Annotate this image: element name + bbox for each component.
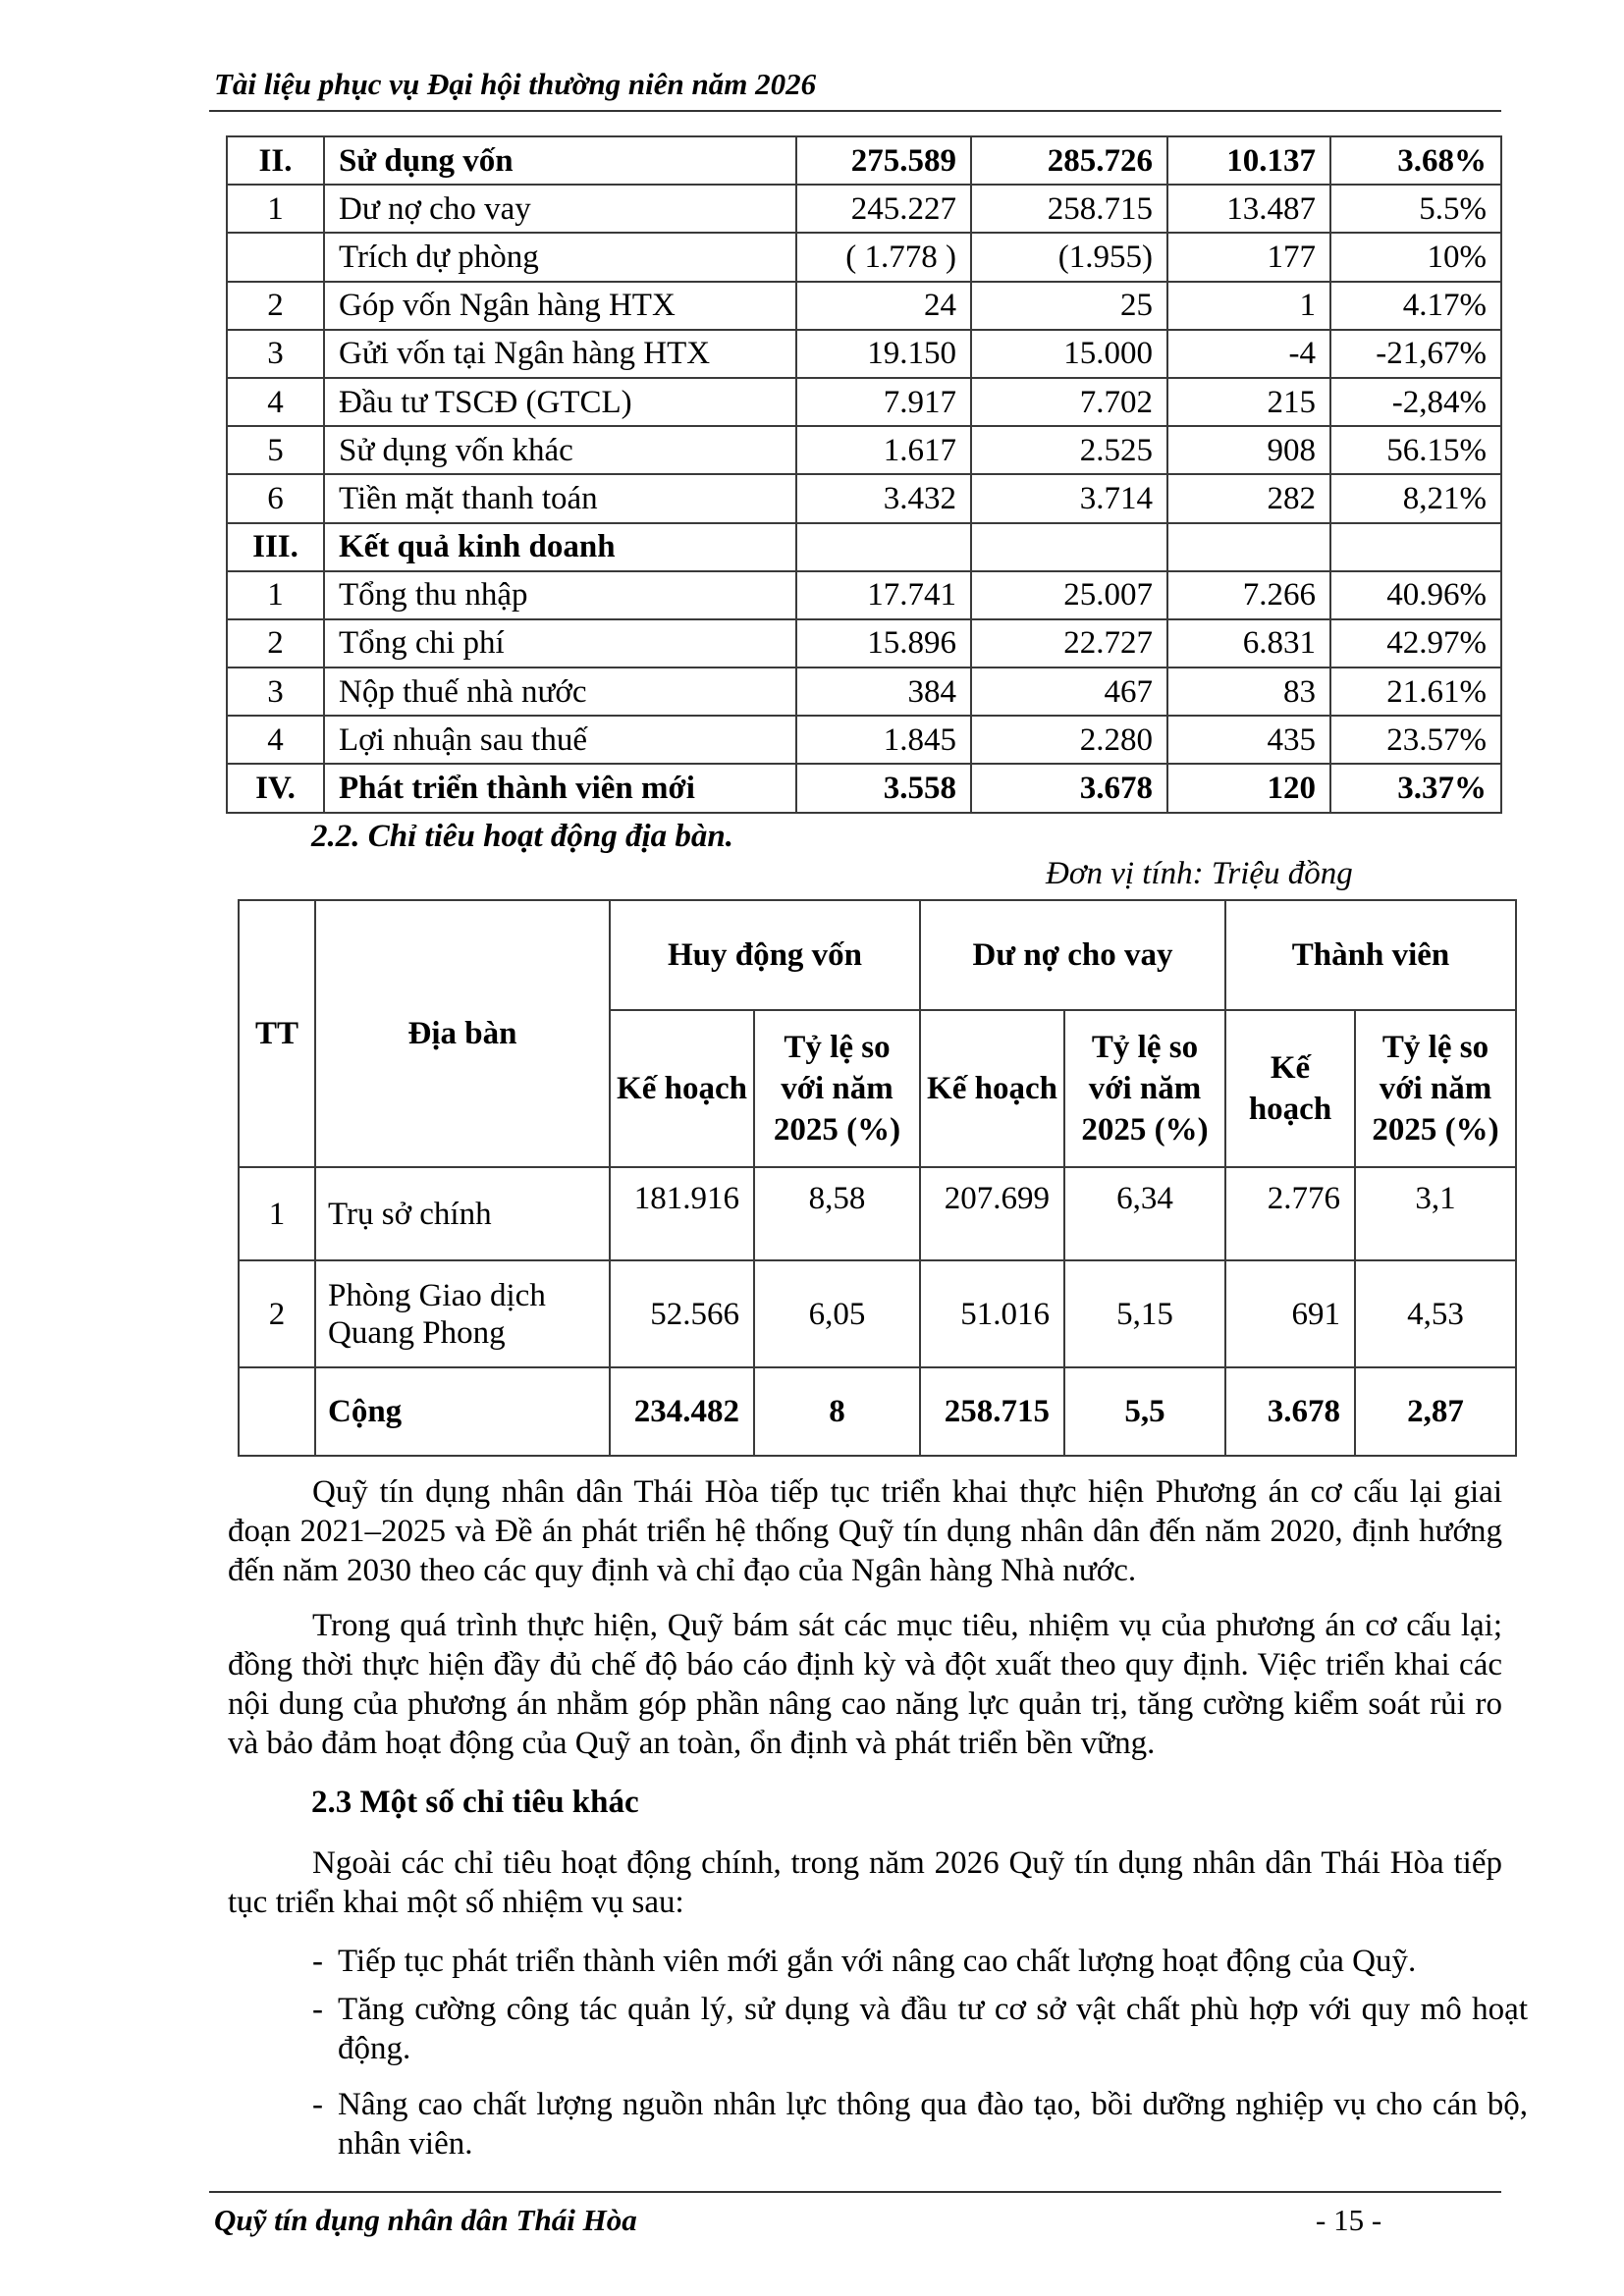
cell-percent: 5.5% [1330,185,1501,233]
total-row [239,1367,1516,1456]
page-number: - 15 - [1316,2203,1382,2237]
table-row [227,667,1501,716]
bullet-text: Nâng cao chất lượng nguồn nhân lực thông qua đào tạo, bồi dưỡng nghiệp vụ cho cán bộ, nhân viên. [338,2087,1528,2162]
col-header-ratio: Tỷ lệ so với năm 2025 (%) [1064,1010,1225,1167]
cell-tt [239,1367,315,1456]
cell-percent: 23.57% [1330,716,1501,764]
table-row [227,330,1501,378]
cell-value: (1.955) [971,233,1167,281]
cell-value: 8 [754,1367,920,1456]
col-header-ratio: Tỷ lệ so với năm 2025 (%) [754,1010,920,1167]
cell-value: 467 [971,667,1167,716]
bullet-item [312,2085,1528,2163]
cell-value: 3.432 [796,474,971,522]
cell-value: 15.000 [971,330,1167,378]
cell-value [971,523,1167,571]
bullet-text: Tiếp tục phát triển thành viên mới gắn với nâng cao chất lượng hoạt động của Quỹ. [338,1944,1417,1979]
table-row [227,619,1501,667]
cell-value: 2,87 [1355,1367,1516,1456]
cell-percent: 3.37% [1330,764,1501,812]
table-row [227,764,1501,812]
cell-percent: 8,21% [1330,474,1501,522]
cell-item: Dư nợ cho vay [324,185,796,233]
cell-diff: 177 [1167,233,1330,281]
cell-diff: 83 [1167,667,1330,716]
cell-diff: 215 [1167,378,1330,426]
cell-tt: 2 [239,1260,315,1367]
cell-percent: 10% [1330,233,1501,281]
footer-org-name: Quỹ tín dụng nhân dân Thái Hòa [214,2203,637,2237]
cell-item: Sử dụng vốn khác [324,426,796,474]
cell-value: ( 1.778 ) [796,233,971,281]
cell-value: 275.589 [796,136,971,185]
cell-value: 51.016 [920,1260,1064,1367]
cell-value: 4,53 [1355,1260,1516,1367]
header-divider [209,110,1501,112]
capital-usage-table [226,135,1502,814]
cell-diff: -4 [1167,330,1330,378]
paragraph-implementation: Trong quá trình thực hiện, Quỹ bám sát các mục tiêu, nhiệm vụ của phương án cơ cấu lại; đồng thời thực hiện đầy đủ chế độ báo cáo định kỳ và đột xuất theo quy định. Việc triển khai các nội dung của phương án nhằm góp phần nâng cao năng lực quản trị, tăng cường kiểm soát rủi ro và bảo đảm hoạt động của Quỹ an toàn, ổn định và phát triển bền vững. [228,1608,1502,1761]
table-row [239,1260,1516,1367]
cell-index: 3 [227,667,324,716]
col-header-ratio: Tỷ lệ so với năm 2025 (%) [1355,1010,1516,1167]
col-group-mobilization: Huy động vốn [610,900,920,1010]
cell-index: II. [227,136,324,185]
cell-value: 1.617 [796,426,971,474]
cell-value: 181.916 [610,1167,754,1260]
cell-index: 1 [227,571,324,619]
cell-value: 17.741 [796,571,971,619]
cell-value: 25 [971,282,1167,330]
cell-value: 52.566 [610,1260,754,1367]
cell-index: 6 [227,474,324,522]
cell-index: 2 [227,619,324,667]
cell-item: Lợi nhuận sau thuế [324,716,796,764]
unit-label: Đơn vị tính: Triệu đồng [1046,856,1353,891]
footer-divider [209,2191,1501,2193]
cell-percent: 42.97% [1330,619,1501,667]
cell-tt: 1 [239,1167,315,1260]
cell-item: Kết quả kinh doanh [324,523,796,571]
cell-value: 207.699 [920,1167,1064,1260]
cell-diff: 908 [1167,426,1330,474]
cell-value: 7.917 [796,378,971,426]
table-row [227,474,1501,522]
cell-value: 15.896 [796,619,971,667]
cell-percent: 21.61% [1330,667,1501,716]
cell-item: Tổng chi phí [324,619,796,667]
cell-diff: 10.137 [1167,136,1330,185]
cell-percent: 3.68% [1330,136,1501,185]
cell-value: 258.715 [971,185,1167,233]
cell-percent: 4.17% [1330,282,1501,330]
bullet-dash: - [312,2087,323,2122]
cell-value: 3.714 [971,474,1167,522]
cell-diff: 282 [1167,474,1330,522]
paragraph-restructuring: Quỹ tín dụng nhân dân Thái Hòa tiếp tục triển khai thực hiện Phương án cơ cấu lại giai đoạn 2021–2025 và Đề án phát triển hệ thống Quỹ tín dụng nhân dân đến năm 2020, định hướng đến năm 2030 theo các quy định và chỉ đạo của Ngân hàng Nhà nước. [228,1474,1502,1588]
section-2-3-heading: 2.3 Một số chỉ tiêu khác [311,1785,639,1820]
cell-index: 3 [227,330,324,378]
col-group-members: Thành viên [1225,900,1516,1010]
bullet-item [312,1942,1528,1981]
cell-value: 1.845 [796,716,971,764]
cell-item: Tiền mặt thanh toán [324,474,796,522]
cell-value: 19.150 [796,330,971,378]
cell-value: 245.227 [796,185,971,233]
cell-diff: 7.266 [1167,571,1330,619]
cell-index [227,233,324,281]
cell-value: 6,05 [754,1260,920,1367]
table-row [227,282,1501,330]
cell-percent: 56.15% [1330,426,1501,474]
col-header-area: Địa bàn [315,900,610,1167]
cell-value: 691 [1225,1260,1355,1367]
cell-index: 4 [227,716,324,764]
cell-value: 25.007 [971,571,1167,619]
cell-area: Cộng [315,1367,610,1456]
table-row [239,1167,1516,1260]
cell-item: Gửi vốn tại Ngân hàng HTX [324,330,796,378]
col-header-tt: TT [239,900,315,1167]
cell-value: 5,15 [1064,1260,1225,1367]
cell-value: 2.525 [971,426,1167,474]
cell-value: 3.558 [796,764,971,812]
cell-item: Nộp thuế nhà nước [324,667,796,716]
bullet-text: Tăng cường công tác quản lý, sử dụng và đầu tư cơ sở vật chất phù hợp với quy mô hoạt động. [338,1992,1528,2066]
cell-value: 2.776 [1225,1167,1355,1260]
cell-area: Trụ sở chính [315,1167,610,1260]
cell-index: 4 [227,378,324,426]
cell-percent: -21,67% [1330,330,1501,378]
page-header-title: Tài liệu phục vụ Đại hội thường niên năm 2026 [214,67,817,101]
cell-item: Trích dự phòng [324,233,796,281]
cell-value: 258.715 [920,1367,1064,1456]
cell-value: 234.482 [610,1367,754,1456]
table-row [227,716,1501,764]
cell-diff: 120 [1167,764,1330,812]
cell-index: IV. [227,764,324,812]
cell-value: 5,5 [1064,1367,1225,1456]
cell-diff [1167,523,1330,571]
cell-value: 7.702 [971,378,1167,426]
cell-value: 285.726 [971,136,1167,185]
paragraph-other-tasks: Ngoài các chỉ tiêu hoạt động chính, trong năm 2026 Quỹ tín dụng nhân dân Thái Hòa tiếp tục triển khai một số nhiệm vụ sau: [228,1845,1502,1920]
cell-item: Sử dụng vốn [324,136,796,185]
cell-value: 3.678 [1225,1367,1355,1456]
cell-value [796,523,971,571]
table-row [227,378,1501,426]
cell-index: 2 [227,282,324,330]
cell-item: Tổng thu nhập [324,571,796,619]
bullet-item [312,1990,1528,2068]
cell-value: 22.727 [971,619,1167,667]
cell-index: 5 [227,426,324,474]
cell-diff: 435 [1167,716,1330,764]
cell-value: 2.280 [971,716,1167,764]
table-row [227,523,1501,571]
cell-diff: 6.831 [1167,619,1330,667]
cell-value: 24 [796,282,971,330]
cell-item: Góp vốn Ngân hàng HTX [324,282,796,330]
cell-value: 3.678 [971,764,1167,812]
section-2-2-heading: 2.2. Chỉ tiêu hoạt động địa bàn. [311,819,734,854]
cell-percent [1330,523,1501,571]
table-row [227,233,1501,281]
cell-diff: 1 [1167,282,1330,330]
cell-value: 384 [796,667,971,716]
cell-diff: 13.487 [1167,185,1330,233]
cell-area: Phòng Giao dịch Quang Phong [315,1260,610,1367]
cell-index: 1 [227,185,324,233]
table-row [227,571,1501,619]
cell-index: III. [227,523,324,571]
cell-value: 8,58 [754,1167,920,1260]
cell-percent: 40.96% [1330,571,1501,619]
table-row [227,426,1501,474]
table-row [227,185,1501,233]
col-header-plan: Kế hoạch [920,1010,1064,1167]
bullet-dash: - [312,1992,323,2027]
cell-percent: -2,84% [1330,378,1501,426]
cell-value: 6,34 [1064,1167,1225,1260]
cell-item: Đầu tư TSCĐ (GTCL) [324,378,796,426]
col-header-plan: Kế hoạch [1225,1010,1355,1167]
col-group-loans: Dư nợ cho vay [920,900,1225,1010]
table-row [227,136,1501,185]
cell-value: 3,1 [1355,1167,1516,1260]
area-indicators-table [238,899,1517,1457]
bullet-dash: - [312,1944,323,1979]
cell-item: Phát triển thành viên mới [324,764,796,812]
col-header-plan: Kế hoạch [610,1010,754,1167]
